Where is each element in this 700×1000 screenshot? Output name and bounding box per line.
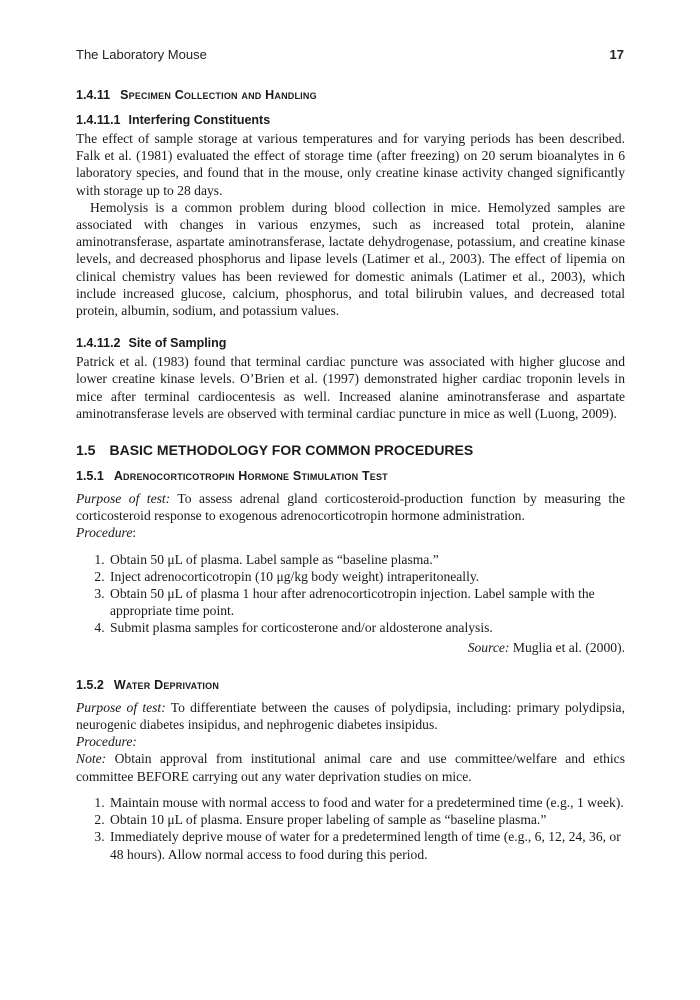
purpose-label: Purpose of test:: [76, 491, 171, 507]
section-heading-1-5-1: [76, 469, 625, 483]
procedure-colon: :: [132, 525, 137, 541]
section-heading-1-5-2: [76, 678, 625, 692]
procedure-label-acth: [76, 524, 625, 541]
section-number: 1.5.2: [76, 677, 104, 692]
section-heading-1-4-11: [76, 88, 625, 102]
procedure-label: Procedure: [76, 525, 133, 541]
source-label: Source:: [467, 639, 510, 655]
note-text: Obtain approval from institutional animal care and use committee/welfare and ethics committee BEFORE carrying out any water deprivation studies on mice.: [76, 751, 625, 784]
procedure-label-water: Procedure:: [76, 734, 137, 750]
procedure-step: 4. Submit plasma samples for corticosterone and/or aldosterone analysis.: [108, 619, 625, 636]
subsection-number: 1.4.11.2: [76, 336, 121, 351]
running-head: [76, 47, 624, 62]
section-number: 1.5.1: [76, 469, 104, 484]
procedure-steps-water: [76, 794, 625, 863]
section-title: Water Deprivation: [113, 677, 220, 692]
procedure-steps-acth: [76, 551, 625, 637]
subsection-heading-1-4-11-2: [76, 336, 625, 350]
note-water: [76, 750, 625, 784]
subsection-number: 1.4.11.1: [76, 113, 121, 127]
procedure-step: 1. Maintain mouse with normal access to food and water for a predetermined time (e.g., 1 week).: [108, 794, 625, 811]
procedure-step: 3. Immediately deprive mouse of water for a predetermined length of time (e.g., 6, 12, 24, 36, or 48 hours). Allow normal access to food during this period.: [108, 828, 625, 862]
page-number: 17: [609, 47, 624, 62]
section-title: Adrenocorticotropin Hormone Stimulation Test: [113, 469, 388, 484]
paragraph-site-of-sampling: Patrick et al. (1983) found that terminal cardiac puncture was associated with higher glucose and lower creatine kinase levels. O’Brien et al. (1997) demonstrated higher cardiac troponin levels in mice after terminal cardiocentesis as well. Increased alanine aminotransferase and aspartate aminotransferase levels are observed with terminal cardiac puncture in mice as well (Luong, 2009).: [76, 354, 625, 421]
purpose-text: To differentiate between the causes of polydipsia, including: primary polydipsia, neurogenic diabetes insipidus, and nephrogenic diabetes insipidus.: [76, 699, 625, 733]
running-head-title: The Laboratory Mouse: [76, 47, 207, 62]
source-text: Muglia et al. (2000).: [509, 639, 625, 655]
procedure-step: 1. Obtain 50 μL of plasma. Label sample as “baseline plasma.”: [108, 551, 625, 568]
purpose-text: To assess adrenal gland corticosteroid-production function by measuring the corticosteroid response to exogenous adrenocorticotropin hormone administration.: [76, 491, 625, 524]
section-number: 1.5: [76, 442, 96, 459]
purpose-label: Purpose of test:: [76, 699, 166, 715]
section-number: 1.4.11: [76, 88, 111, 102]
purpose-of-test-acth: [76, 490, 625, 524]
purpose-of-test-water: [76, 699, 625, 733]
note-label: Note:: [76, 751, 107, 767]
source-citation: [76, 639, 625, 656]
section-title: BASIC METHODOLOGY FOR COMMON PROCEDURES: [109, 442, 474, 459]
subsection-title: Interfering Constituents: [128, 113, 271, 127]
paragraph-hemolysis: Hemolysis is a common problem during blood collection in mice. Hemolyzed samples are associated with changes in various enzymes, such as increased total protein, alanine aminotransferase, aspartate aminotransferase, lactate dehydrogenase, potassium, and creatine kinase levels, and decreased phosphorus and lipase levels (Latimer et al., 2003). The effect of lipemia on clinical chemistry values has been reviewed for domestic animals (Latimer et al., 2003), which include increased glucose, calcium, phosphorus, and total bilirubin values, and decreased total protein, albumin, sodium, and potassium values.: [76, 199, 625, 319]
subsection-title: Site of Sampling: [128, 336, 227, 351]
page-body: [76, 86, 625, 863]
paragraph-storage-effect: The effect of sample storage at various temperatures and for varying periods has been described. Falk et al. (1981) evaluated the effect of storage time (after freezing) on 20 serum bioanalytes in 6 laboratory species, and found that in the mouse, only creatine kinase activity changed significantly with storage up to 28 days.: [76, 131, 625, 198]
subsection-heading-1-4-11-1: [76, 113, 625, 127]
procedure-step: 3. Obtain 50 μL of plasma 1 hour after adrenocorticotropin injection. Label sample with the appropriate time point.: [108, 585, 625, 619]
procedure-step: 2. Inject adrenocorticotropin (10 μg/kg body weight) intraperitoneally.: [108, 568, 625, 585]
section-title: Specimen Collection and Handling: [120, 88, 317, 102]
section-heading-1-5: [76, 442, 625, 458]
procedure-step: 2. Obtain 10 μL of plasma. Ensure proper labeling of sample as “baseline plasma.”: [108, 811, 625, 828]
